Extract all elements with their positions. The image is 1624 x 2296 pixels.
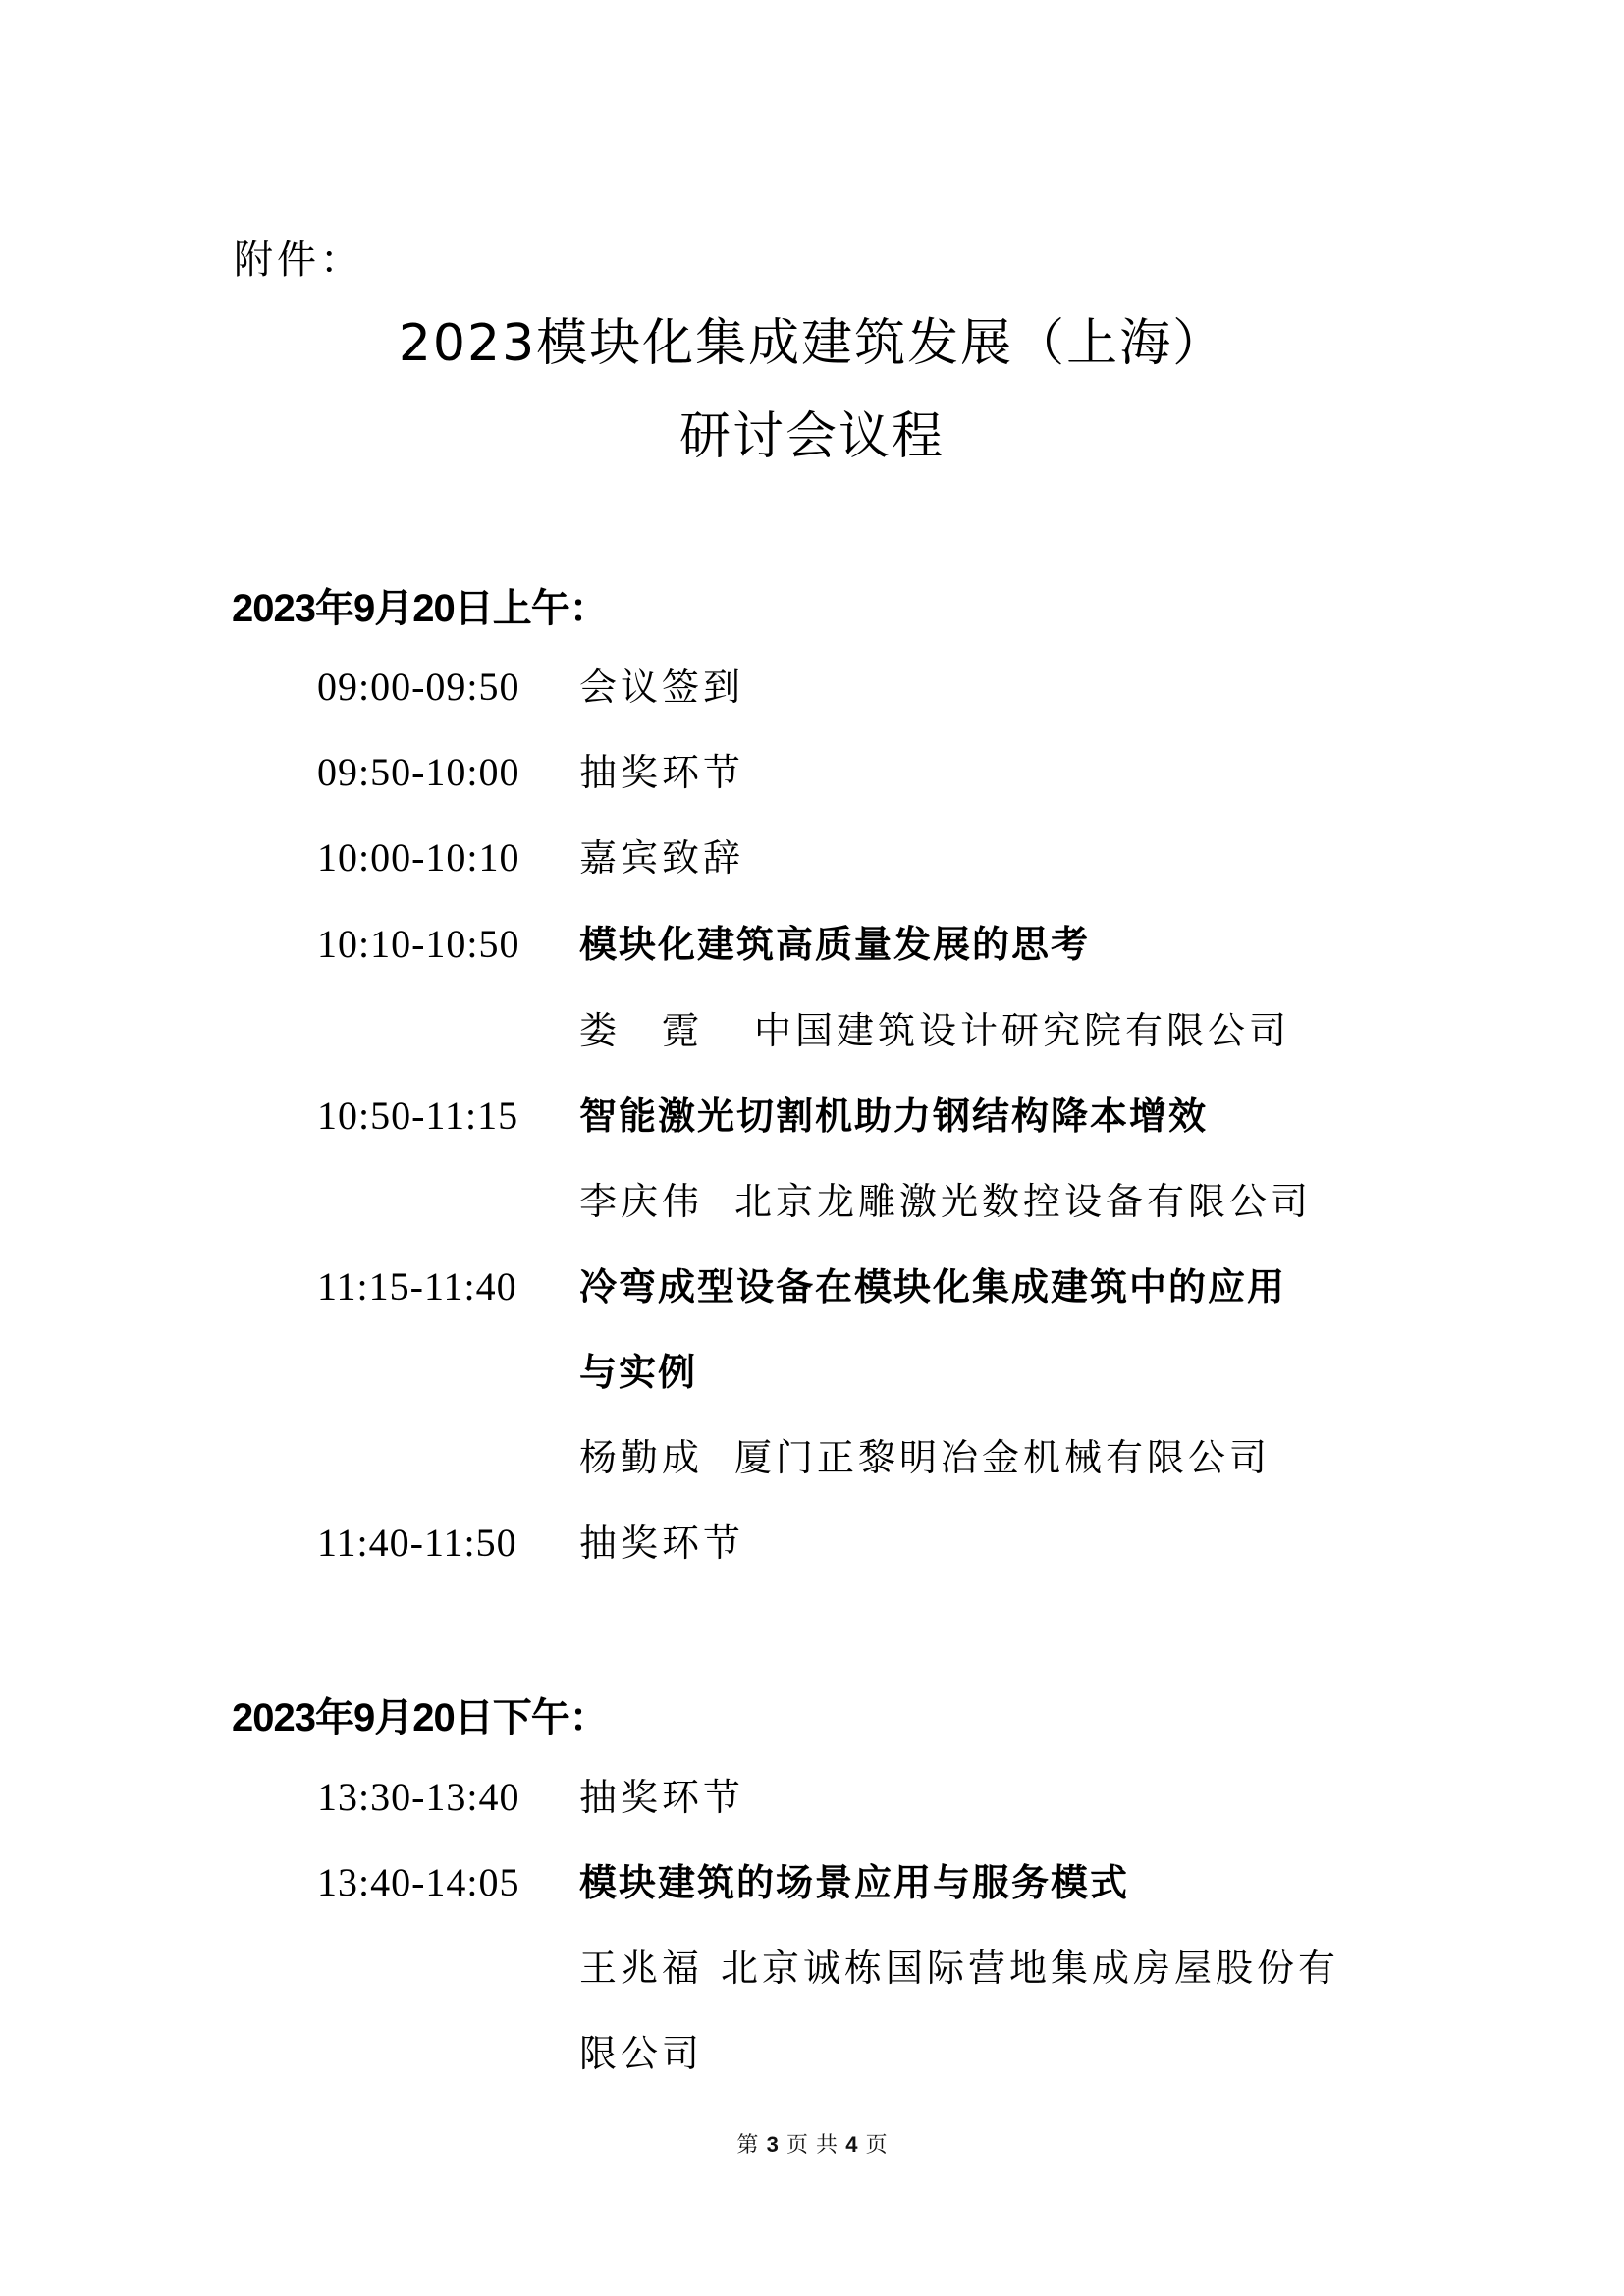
document-subtitle: 研讨会议程 xyxy=(678,407,945,466)
agenda-time: 10:00-10:10 xyxy=(317,835,520,880)
current-page-number: 3 xyxy=(766,2132,779,2157)
total-page-number: 4 xyxy=(845,2132,858,2157)
agenda-title: 抽奖环节 xyxy=(579,1776,745,1819)
agenda-time: 11:15-11:40 xyxy=(317,1264,517,1308)
agenda-title: 抽奖环节 xyxy=(579,751,745,794)
agenda-talk-title-cont: 与实例 xyxy=(579,1351,698,1394)
agenda-talk-title: 模块化建筑高质量发展的思考 xyxy=(579,923,1091,966)
footer-prefix: 第 xyxy=(736,2132,759,2157)
agenda-time: 10:50-11:15 xyxy=(317,1094,519,1138)
agenda-item xyxy=(0,915,1624,974)
speaker-name: 李庆伟 xyxy=(579,1180,704,1223)
page-footer xyxy=(0,2130,1624,2160)
agenda-title: 会议签到 xyxy=(579,666,745,709)
document-title: 2023模块化集成建筑发展（上海） xyxy=(398,314,1226,373)
agenda-item xyxy=(0,828,1624,887)
section-header-afternoon: 2023年9月20日下午： xyxy=(232,1696,608,1739)
agenda-speaker-line xyxy=(0,1428,1624,1487)
speaker-organization: 厦门正黎明冶金机械有限公司 xyxy=(734,1436,1272,1479)
agenda-speaker-line xyxy=(0,1939,1624,1998)
agenda-time: 13:40-14:05 xyxy=(317,1860,520,1904)
footer-middle: 页 共 xyxy=(785,2132,839,2157)
footer-suffix: 页 xyxy=(865,2132,888,2157)
agenda-speaker-line xyxy=(0,1001,1624,1060)
attachment-label: 附件： xyxy=(234,238,363,283)
agenda-item xyxy=(0,658,1624,717)
agenda-item xyxy=(0,1514,1624,1573)
agenda-item xyxy=(0,743,1624,802)
agenda-time: 10:10-10:50 xyxy=(317,922,520,966)
agenda-talk-title: 模块建筑的场景应用与服务模式 xyxy=(579,1861,1130,1904)
agenda-speaker-line-cont xyxy=(0,2024,1624,2083)
agenda-title: 嘉宾致辞 xyxy=(579,836,745,880)
speaker-organization: 北京龙雕激光数控设备有限公司 xyxy=(734,1180,1313,1223)
agenda-time: 09:50-10:00 xyxy=(317,750,520,794)
speaker-name: 娄 霓 xyxy=(579,1009,704,1052)
section-header-morning: 2023年9月20日上午： xyxy=(232,587,608,630)
agenda-item xyxy=(0,1257,1624,1316)
speaker-organization-cont: 限公司 xyxy=(579,2032,704,2075)
agenda-item xyxy=(0,1853,1624,1912)
agenda-title: 抽奖环节 xyxy=(579,1522,745,1565)
agenda-item xyxy=(0,1768,1624,1827)
speaker-organization: 中国建筑设计研究院有限公司 xyxy=(754,1009,1291,1052)
agenda-speaker-line xyxy=(0,1172,1624,1231)
speaker-name: 杨勤成 xyxy=(579,1436,704,1479)
agenda-talk-title: 冷弯成型设备在模块化集成建筑中的应用 xyxy=(579,1265,1287,1308)
agenda-time: 13:30-13:40 xyxy=(317,1775,520,1819)
agenda-talk-title: 智能激光切割机助力钢结构降本增效 xyxy=(579,1095,1209,1138)
agenda-item xyxy=(0,1087,1624,1146)
speaker-organization: 北京诚栋国际营地集成房屋股份有 xyxy=(721,1947,1340,1990)
agenda-title-continuation xyxy=(0,1343,1624,1402)
agenda-time: 09:00-09:50 xyxy=(317,665,520,709)
agenda-time: 11:40-11:50 xyxy=(317,1521,517,1565)
speaker-name: 王兆福 xyxy=(579,1947,704,1990)
